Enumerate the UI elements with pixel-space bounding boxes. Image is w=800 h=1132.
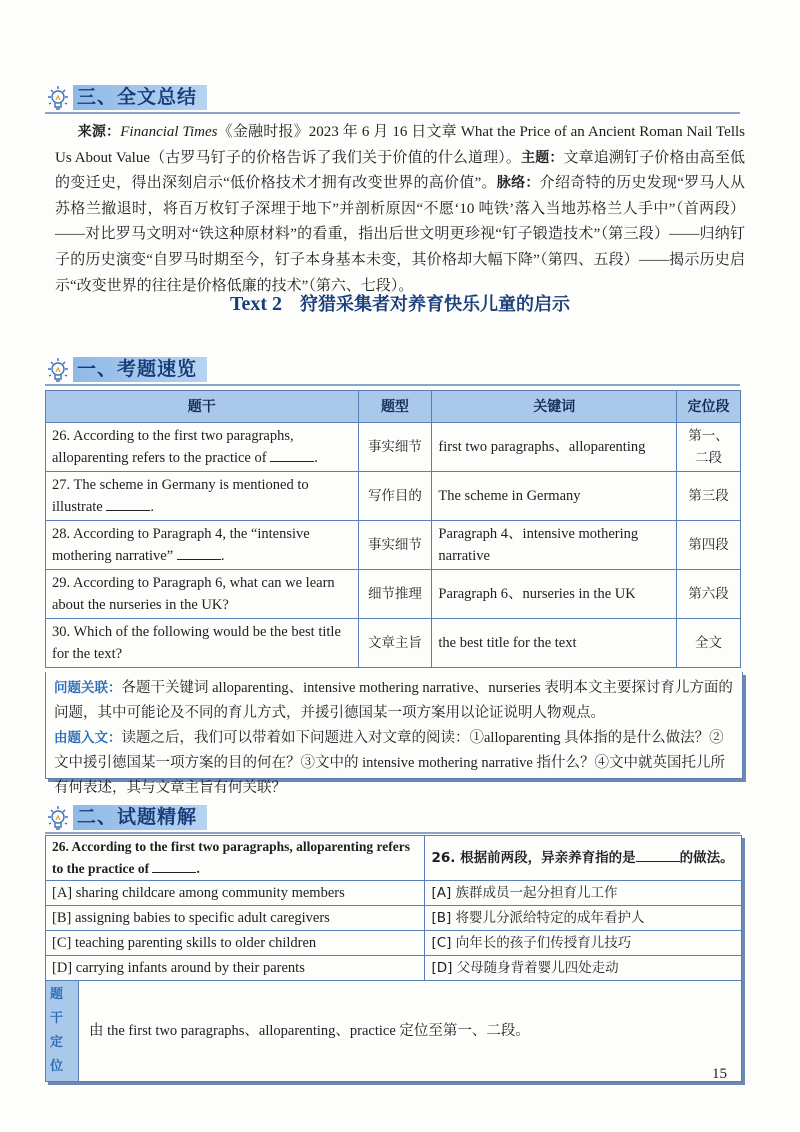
lightbulb-icon — [45, 804, 71, 832]
question-type: 写作目的 — [358, 472, 432, 521]
keywords: Paragraph 4、intensive mothering narrative — [432, 521, 677, 570]
source-text: 《金融时报》2023 年 6 月 16 日文章 What the Price of an Ancient Roman Nail Tells Us About Value（古罗马钉子的价格告诉了我们关于价值的什么道理）。 — [55, 124, 745, 166]
question-stem: 27. The scheme in Germany is mentioned to illustrate . — [46, 472, 359, 521]
lightbulb-icon — [45, 356, 71, 384]
header-keywords: 关键词 — [432, 391, 677, 423]
question-type: 细节推理 — [358, 570, 432, 619]
location: 第六段 — [677, 570, 741, 619]
detail-table — [45, 835, 742, 1082]
location: 全文 — [677, 619, 741, 668]
text-title — [0, 290, 800, 316]
locate-text: 由 the first two paragraphs、alloparenting、practice 定位至第一、二段。 — [78, 981, 741, 1082]
table-row — [46, 619, 741, 668]
keywords: the best title for the text — [432, 619, 677, 668]
link-text: 各题干关键词 alloparenting、intensive mothering narrative、nurseries 表明本文主要探讨育儿方面的问题，其中可能论及不同的育儿方式，并援引德国某一项方案用以论证说明人物观点。 — [54, 680, 733, 721]
option-row — [46, 956, 742, 981]
question-type: 事实细节 — [358, 423, 432, 472]
option-en: [C] teaching parenting skills to older children — [46, 931, 425, 956]
source-label: 来源： — [77, 124, 121, 140]
theme-text: 文章追溯钉子价格由高至低的变迁史，得出深刻启示“低价格技术才拥有改变世界的高价值”。 — [55, 149, 745, 192]
source-publication: Financial Times — [120, 124, 218, 140]
context-label: 脉络： — [496, 175, 540, 192]
option-cn: [B] 将婴儿分派给特定的成年看护人 — [425, 906, 742, 931]
location: 第三段 — [677, 472, 741, 521]
option-cn: [D] 父母随身背着婴儿四处走动 — [425, 956, 742, 981]
option-cn: [A] 族群成员一起分担育儿工作 — [425, 881, 742, 906]
question-notes — [45, 672, 743, 796]
entry-label: 由题入文： — [54, 730, 122, 746]
question-stem: 26. According to the first two paragraphs, alloparenting refers to the practice of . — [46, 423, 359, 472]
question-stem: 30. Which of the following would be the best title for the text? — [46, 619, 359, 668]
question-row — [46, 836, 742, 881]
section-header-summary — [45, 84, 740, 114]
keywords: Paragraph 6、nurseries in the UK — [432, 570, 677, 619]
option-cn: [C] 向年长的孩子们传授育儿技巧 — [425, 931, 742, 956]
question-type: 文章主旨 — [358, 619, 432, 668]
header-stem: 题干 — [46, 391, 359, 423]
table-row — [46, 570, 741, 619]
option-row — [46, 931, 742, 956]
location: 第一、二段 — [677, 423, 741, 472]
option-row — [46, 881, 742, 906]
question-stem: 28. According to Paragraph 4, the “intensive mothering narrative” . — [46, 521, 359, 570]
link-label: 问题关联： — [54, 680, 122, 696]
table-row — [46, 472, 741, 521]
keywords: first two paragraphs、alloparenting — [432, 423, 677, 472]
section-title: 二、试题精解 — [73, 805, 207, 830]
keywords: The scheme in Germany — [432, 472, 677, 521]
option-row — [46, 906, 742, 931]
question-cn: 26. 根据前两段，异亲养育指的是 的做法。 — [425, 836, 742, 881]
header-location: 定位段 — [677, 391, 741, 423]
table-header-row — [46, 391, 741, 423]
option-en: [D] carrying infants around by their parents — [46, 956, 425, 981]
summary-paragraph — [55, 120, 745, 299]
section-title: 一、考题速览 — [73, 357, 207, 382]
question-en: 26. According to the first two paragraphs, alloparenting refers to the practice of . — [46, 836, 425, 881]
header-type: 题型 — [358, 391, 432, 423]
locate-label: 题干定位 — [46, 981, 79, 1082]
locate-row — [46, 981, 742, 1082]
question-type: 事实细节 — [358, 521, 432, 570]
option-en: [A] sharing childcare among community members — [46, 881, 425, 906]
location: 第四段 — [677, 521, 741, 570]
text-title-cn: 狩猎采集者对养育快乐儿童的启示 — [300, 294, 571, 315]
question-stem: 29. According to Paragraph 6, what can we learn about the nurseries in the UK? — [46, 570, 359, 619]
entry-text: 读题之后，我们可以带着如下问题进入对文章的阅读：①alloparenting 具体指的是什么做法？②文中援引德国某一项方案的目的何在？③文中的 intensive mothering narrative 指什么？④文中就英国托儿所有何表述，其与文章主旨有何关联？ — [54, 730, 725, 796]
overview-table — [45, 390, 741, 668]
table-row — [46, 423, 741, 472]
section-header-overview — [45, 356, 740, 386]
theme-label: 主题： — [521, 149, 564, 166]
section-header-detail — [45, 804, 740, 834]
context-text: 介绍奇特的历史发现“罗马人从苏格兰撤退时，将百万枚钉子深埋于地下”并剖析原因“不愿‘10 吨铁’落入当地苏格兰人手中”（首两段）——对比罗马文明对“铁这种原材料”的看重，指出后世文明更珍视“钉子锻造技术”（第三段）——归纳钉子的历史演变“自罗马时期至今，钉子本身基本未变，其价格却大幅下降”（第四、五段）——揭示历史启示“改变世界的往往是价格低廉的技术”（第六、七段）。 — [55, 175, 745, 294]
section-title: 三、全文总结 — [73, 85, 207, 110]
table-row — [46, 521, 741, 570]
text-number: Text 2 — [229, 293, 283, 315]
option-en: [B] assigning babies to specific adult caregivers — [46, 906, 425, 931]
page-number: 15 — [712, 1066, 727, 1082]
lightbulb-icon — [45, 84, 71, 112]
